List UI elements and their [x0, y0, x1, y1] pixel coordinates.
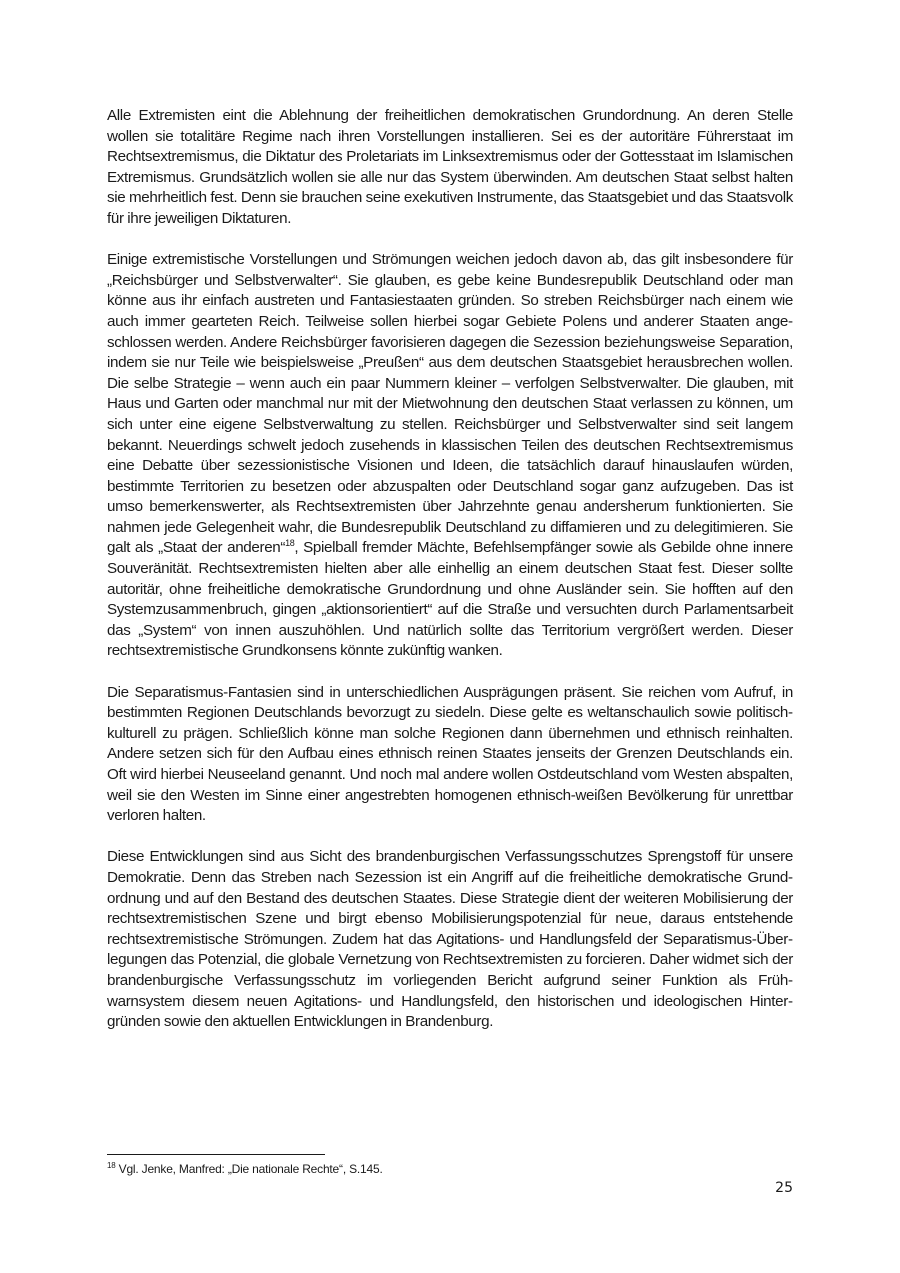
body-text: [107, 106, 793, 1053]
footnote-separator: [107, 1154, 325, 1155]
page-number: 25: [775, 1180, 793, 1196]
paragraph-2-part-2: , Spielball fremder Mächte, Befehlsempfänger sowie als Gebilde ohne innere Souveränität. Rechtsextremisten hielten aber alle einhellig an einem deutschen Staat fest. Dieser sollte autoritär, ohne freiheitliche demokratische Grundordnung und ohne Ausländer sein. Sie hofften auf den Systemzusammenbruch, gingen „aktionsorientiert“ auf die Straße und versuchten durch Parlamentsarbeit das „System“ von innen auszuhöhlen. Und natürlich sollte das Territorium vergrößert werden. Dieser rechtsextremistische Grundkonsens könnte zukünftig wanken.: [107, 539, 793, 660]
footnote-number: 18: [107, 1161, 116, 1170]
paragraph-3: Die Separatismus-Fantasien sind in unterschiedlichen Ausprägungen präsent. Sie reichen vom Aufruf, in bestimmten Regionen Deutschlands bevorzugt zu siedeln. Diese gelte es weltanschaulich sowie politischkulturell zu prägen. Schließlich könne man solche Regionen dann übernehmen und ethnisch reinhalten. Andere setzen sich für den Aufbau eines ethnisch reinen Staates jenseits der Grenzen Deutschlands ein. Oft wird hierbei Neuseeland genannt. Und noch mal andere wollen Ostdeutschland vom Westen abspalten, weil sie den Westen im Sinne einer angestrebten homogenen ethnisch-weißen Bevölkerung für unrettbar verloren halten.: [107, 683, 793, 825]
paragraph-2-part-1: Einige extremistische Vorstellungen und Strömungen weichen jedoch davon ab, das gilt insbesondere für „Reichsbürger und Selbstverwalter“. Sie glauben, es gebe keine Bundesrepublik Deutschland oder man könne aus ihr einfach austreten und Fantasiestaaten gründen. So streben Reichsbürger nach einem wie auch immer gearteten Reich. Teilweise sollen hierbei sogar Gebiete Polens und anderer Staaten angeschlossen werden. Andere Reichsbürger favorisieren dagegen die Sezession beziehungsweise Separation, indem sie nur Teile wie beispielsweise „Preußen“ aus dem deutschen Staatsgebiet herausbrechen wollen. Die selbe Strategie – wenn auch ein paar Nummern kleiner – verfolgen Selbstverwalter. Die glauben, mit Haus und Garten oder manchmal nur mit der Mietwohnung den deutschen Staat verlassen zu können, um sich unter eine eigene Selbstverwaltung zu stellen. Reichsbürger und Selbstverwalter sind seit langem bekannt. Neuerdings schwelt jedoch zusehends in klassischen Teilen des deutschen Rechtsextremismus eine Debatte über sezessionistische Visionen und Ideen, die tatsächlich darauf hinauslaufen würden, bestimmte Territorien zu besetzen oder abzuspalten oder Deutschland sogar ganz aufzugeben. Das ist umso bemerkenswerter, als Rechtsextremisten über Jahrzehnte genau andersherum funktionierten. Sie nahmen jede Gelegenheit wahr, die Bundesrepublik Deutschland zu diffamieren und zu delegitimieren. Sie galt als „Staat der anderen“: [107, 251, 793, 557]
footnote: [107, 1161, 383, 1177]
footnote-reference[interactable]: 18: [285, 538, 295, 549]
paragraph-2: [107, 250, 793, 662]
paragraph-4: Diese Entwicklungen sind aus Sicht des brandenburgischen Verfassungsschutzes Sprengstoff für unsere Demokratie. Denn das Streben nach Sezession ist ein Angriff auf die freiheitliche demokratische Grundordnung und auf den Bestand des deutschen Staates. Diese Strategie dient der weiteren Mobilisierung der rechtsextremistischen Szene und birgt ebenso Mobilisierungspotenzial für neue, daraus entstehende rechtsextremistische Strömungen. Zudem hat das Agitations- und Handlungsfeld der Separatismus-Überlegungen das Potenzial, die globale Vernetzung von Rechtsextremisten zu forcieren. Daher widmet sich der brandenburgische Verfassungsschutz im vorliegenden Bericht aufgrund seiner Funktion als Frühwarnsystem diesem neuen Agitations- und Handlungsfeld, den historischen und ideologischen Hintergründen sowie den aktuellen Entwicklungen in Brandenburg.: [107, 848, 793, 1031]
paragraph-1: Alle Extremisten eint die Ablehnung der freiheitlichen demokratischen Grundordnung. An deren Stelle wollen sie totalitäre Regime nach ihren Vorstellungen installieren. Sei es der autoritäre Führerstaat im Rechtsextremismus, die Diktatur des Proletariats im Linksextremismus oder der Gottesstaat im Islamischen Extremismus. Grundsätzlich wollen sie alle nur das System überwinden. Am deutschen Staat selbst halten sie mehrheitlich fest. Denn sie brauchen seine exekutiven Instrumente, das Staatsgebiet und das Staatsvolk für ihre jeweiligen Diktaturen.: [107, 107, 793, 227]
footnote-text: Vgl. Jenke, Manfred: „Die nationale Rechte“, S.145.: [115, 1162, 383, 1176]
